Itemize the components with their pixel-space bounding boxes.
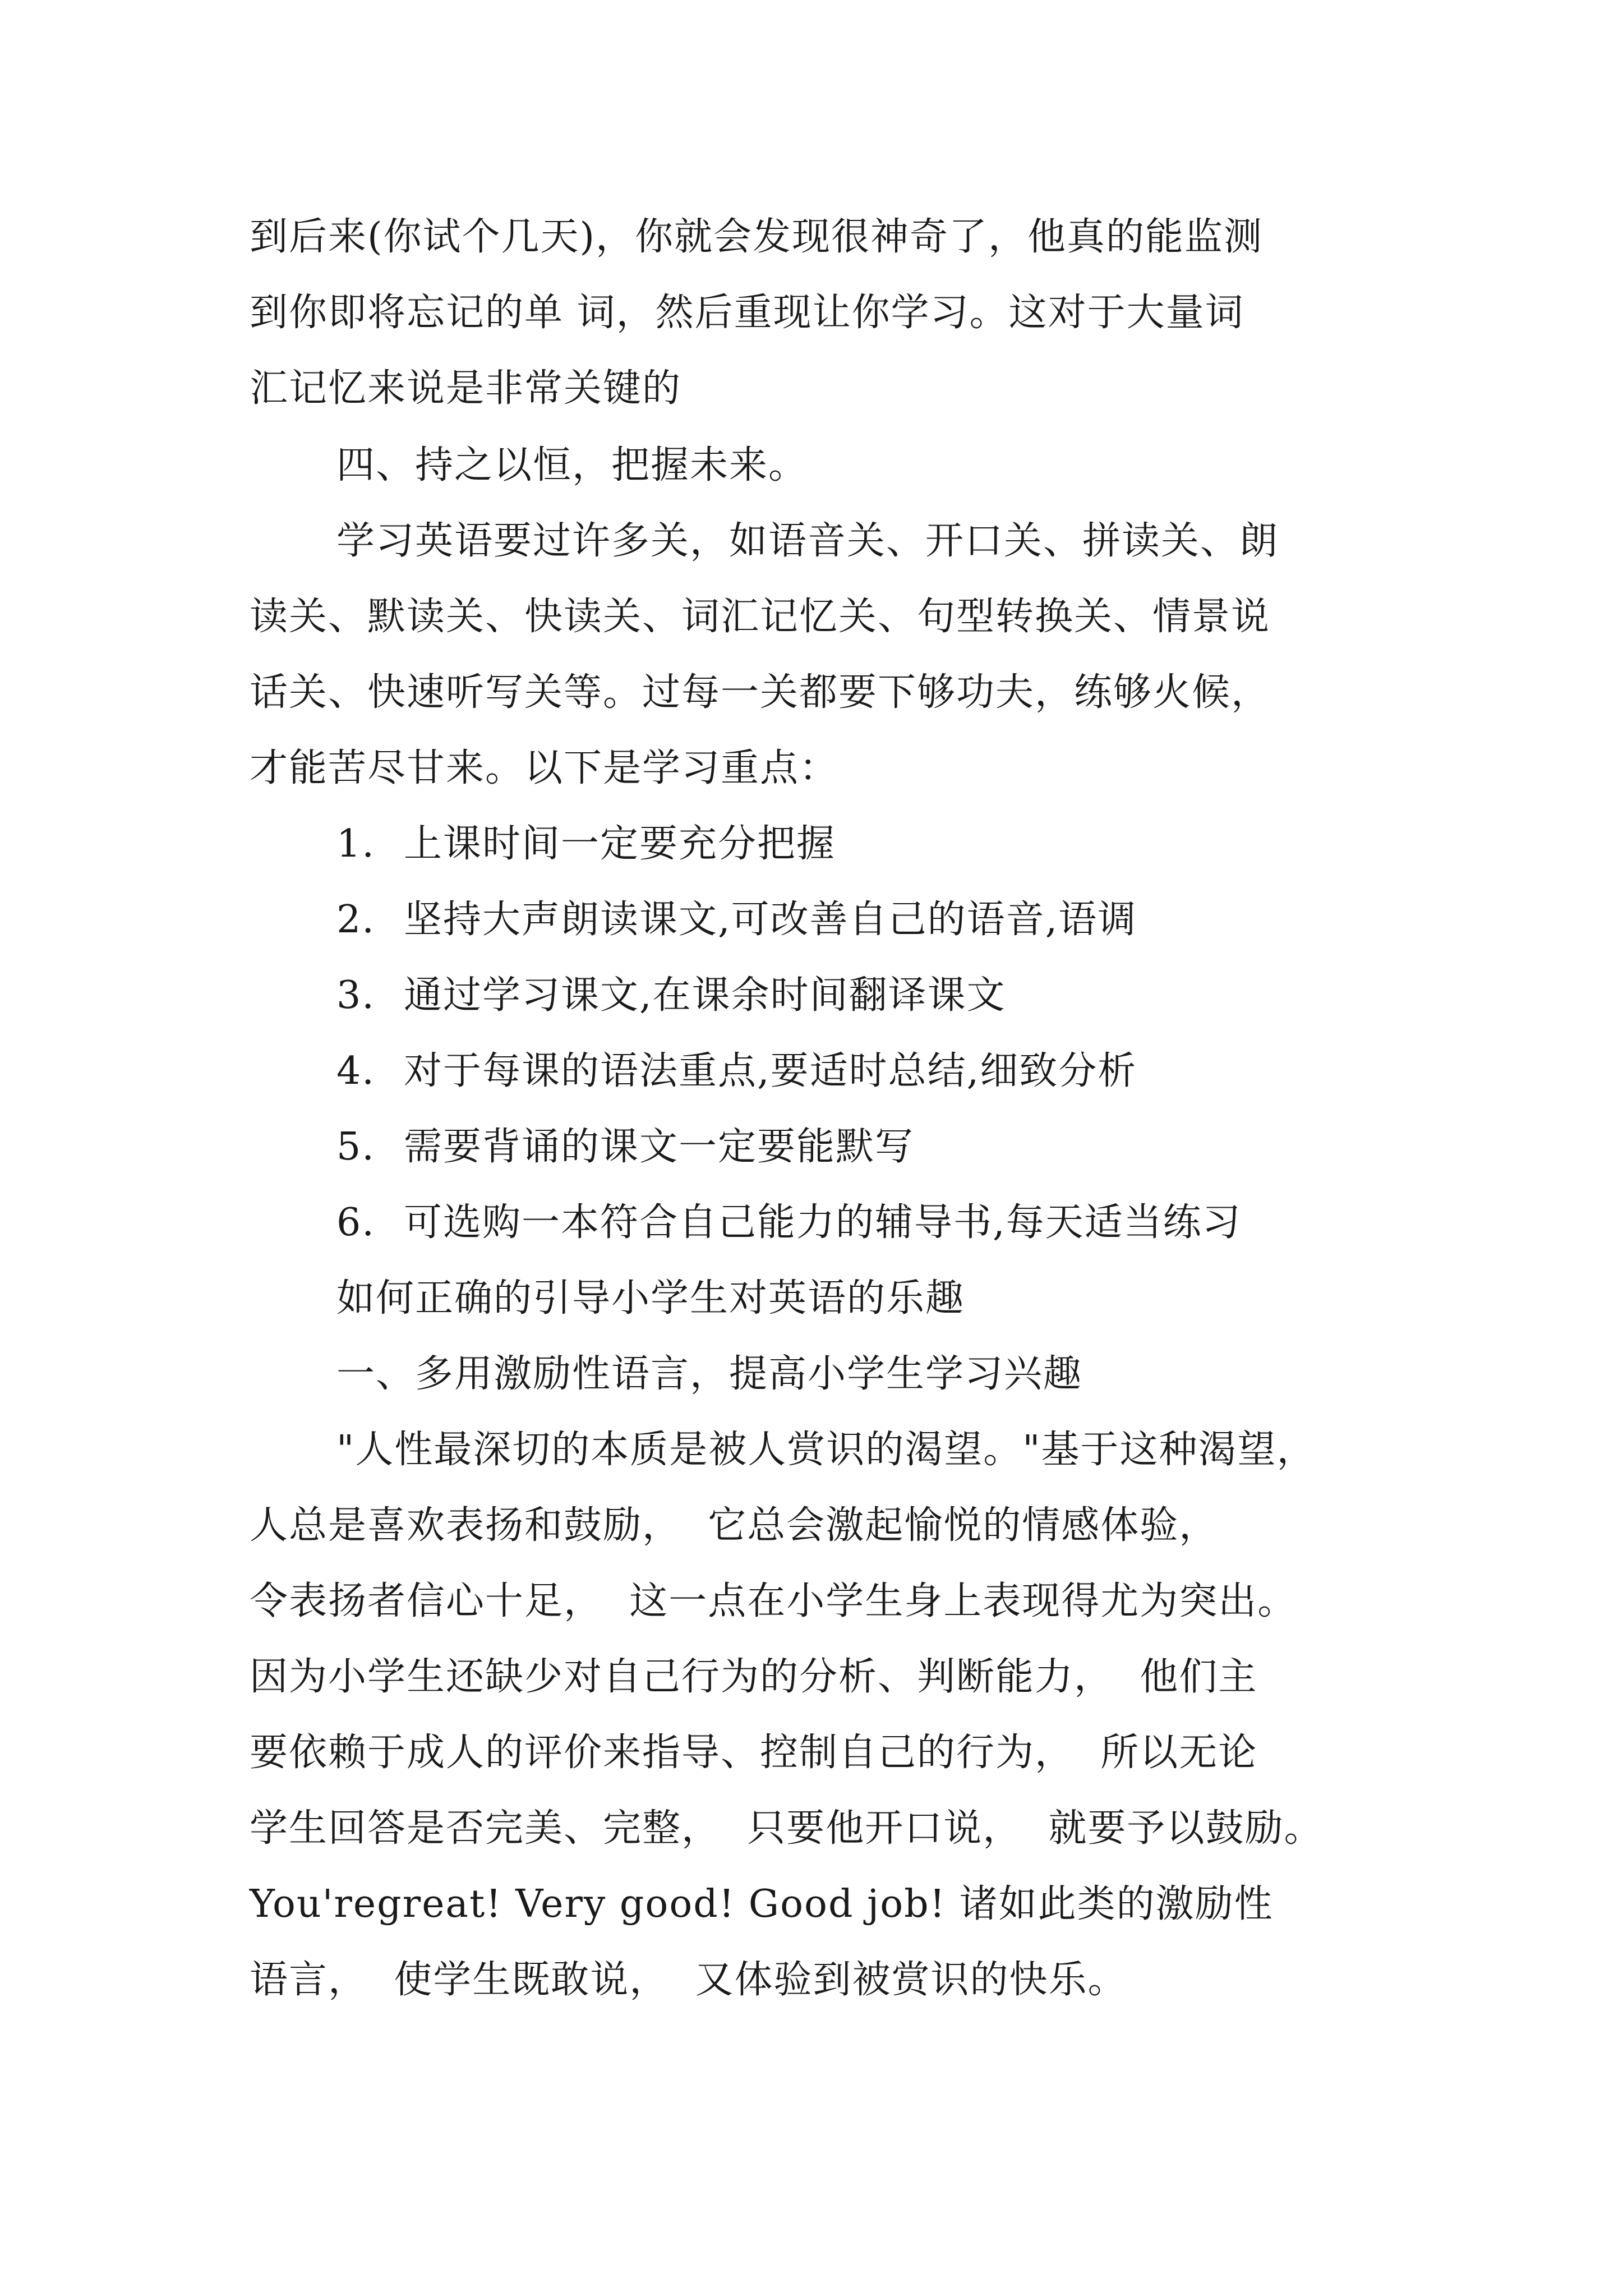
- key-point-number: 3.: [336, 973, 375, 1018]
- paragraph-checkpoints-line-4: 才能苦尽甘来。以下是学习重点：: [250, 746, 839, 790]
- key-point-4: [336, 1046, 1137, 1097]
- paragraph-praise-line-8: 语言， 使学生既敢说， 又体验到被赏识的快乐。: [250, 1958, 1127, 2002]
- key-point-text: 需要背诵的课文一定要能默写: [404, 1125, 915, 1169]
- paragraph-checkpoints-line-1: 学习英语要过许多关，如语音关、开口关、拼读关、朗: [336, 519, 1279, 563]
- key-point-number: 5.: [336, 1125, 375, 1169]
- paragraph-praise-line-5: 要依赖于成人的评价来指导、控制自己的行为， 所以无论: [250, 1731, 1258, 1775]
- key-point-1: [336, 819, 836, 869]
- key-point-number: 1.: [336, 822, 375, 866]
- paragraph-intro-line-2: 到你即将忘记的单 词，然后重现让你学习。这对于大量词: [250, 291, 1244, 335]
- key-point-3: [336, 970, 1006, 1021]
- key-point-text: 坚持大声朗读课文,可改善自己的语音,语调: [404, 898, 1137, 942]
- paragraph-praise-line-1: "人性最深切的本质是被人赏识的渴望。"基于这种渴望，: [336, 1428, 1316, 1472]
- key-point-number: 2.: [336, 898, 375, 942]
- paragraph-praise-line-2: 人总是喜欢表扬和鼓励， 它总会激起愉悦的情感体验，: [250, 1503, 1219, 1548]
- key-point-text: 通过学习课文,在课余时间翻译课文: [404, 973, 1006, 1018]
- key-point-5: [336, 1122, 914, 1172]
- subheading-one: 一、多用激励性语言，提高小学生学习兴趣: [336, 1352, 1083, 1396]
- paragraph-praise-line-6: 学生回答是否完美、完整， 只要他开口说， 就要予以鼓励。: [250, 1806, 1324, 1851]
- key-point-number: 6.: [336, 1200, 375, 1245]
- key-point-text: 可选购一本符合自己能力的辅导书,每天适当练习: [404, 1200, 1242, 1245]
- key-point-number: 4.: [336, 1049, 375, 1093]
- key-point-text: 上课时间一定要充分把握: [404, 822, 836, 866]
- section-title: 如何正确的引导小学生对英语的乐趣: [336, 1276, 965, 1320]
- heading-four: 四、持之以恒，把握未来。: [336, 443, 808, 487]
- key-point-2: [336, 895, 1137, 945]
- paragraph-praise-line-4: 因为小学生还缺少对自己行为的分析、判断能力， 他们主: [250, 1655, 1258, 1699]
- paragraph-checkpoints-line-3: 话关、快速听写关等。过每一关都要下够功夫，练够火候，: [250, 670, 1271, 715]
- key-point-text: 对于每课的语法重点,要适时总结,细致分析: [404, 1049, 1137, 1093]
- key-point-6: [336, 1198, 1242, 1248]
- paragraph-intro-line-1: 到后来(你试个几天)，你就会发现很神奇了，他真的能监测: [250, 215, 1264, 259]
- paragraph-checkpoints-line-2: 读关、默读关、快读关、词汇记忆关、句型转换关、情景说: [250, 595, 1271, 639]
- paragraph-intro-line-3: 汇记忆来说是非常关键的: [250, 366, 682, 411]
- paragraph-praise-line-7: You'regreat! Very good! Good job! 诸如此类的激励性: [250, 1882, 1274, 1926]
- paragraph-praise-line-3: 令表扬者信心十足， 这一点在小学生身上表现得尤为突出。: [250, 1579, 1297, 1623]
